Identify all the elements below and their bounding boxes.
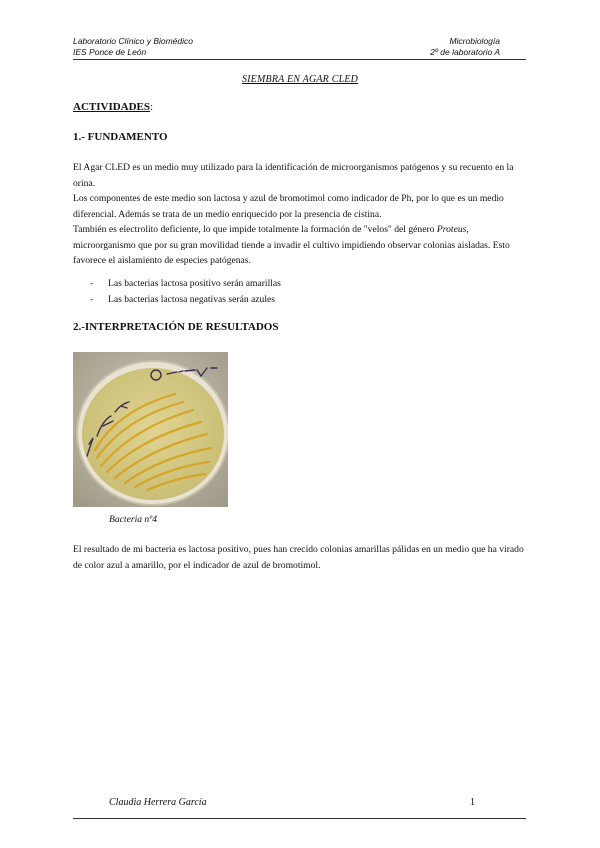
section2-body bbox=[73, 542, 528, 573]
header-lab-name: Laboratorio Clínico y Biomédico bbox=[73, 36, 194, 46]
header-divider bbox=[73, 59, 526, 60]
bullet-text: Las bacterias lactosa negativas serán azules bbox=[108, 293, 276, 305]
header-left bbox=[73, 36, 193, 58]
bullet-text: Las bacterias lactosa positivo serán amarillas bbox=[108, 278, 281, 289]
section1-body bbox=[73, 160, 528, 269]
lactose-bullet-list bbox=[90, 276, 281, 307]
bullet-dash: - bbox=[90, 278, 94, 289]
header-school-name: IES Ponce de León bbox=[73, 47, 147, 57]
photo-caption: Bacteria nº4 bbox=[109, 514, 158, 525]
bullet-dash: - bbox=[90, 293, 94, 305]
section1-heading: 1.- FUNDAMENTO bbox=[73, 131, 168, 143]
section1-paragraph-3b: , microorganismo que por su gran movilidad tiende a invadir el cultivo impidiendo observar colonias aisladas. Esto favorece el aislamiento de especies patógenas. bbox=[73, 224, 510, 266]
header-course: 2º de laboratorio A bbox=[430, 47, 500, 57]
page-number: 1 bbox=[470, 797, 475, 808]
genus-proteus: Proteus bbox=[436, 224, 467, 235]
activities-heading bbox=[73, 101, 153, 113]
document-title: SIEMBRA EN AGAR CLED bbox=[241, 74, 359, 85]
footer-divider bbox=[73, 818, 526, 819]
list-item bbox=[90, 292, 281, 308]
agar-plate-photo bbox=[73, 352, 228, 507]
section1-paragraph-2: Los componentes de este medio son lactosa y azul de bromotimol como indicador de Ph, por lo que es un medio diferencial. Además se trata de un medio enriquecido por la presencia de cistina. bbox=[73, 193, 504, 220]
section1-paragraph-1: El Agar CLED es un medio muy utilizado para la identificación de microorganismos patógenos y su recuento en la orina. bbox=[73, 162, 514, 189]
section2-paragraph-1: El resultado de mi bacteria es lactosa positivo, pues han crecido colonias amarillas pálidas en un medio que ha virado de color azul a amarillo, por el indicador de azul de bromotimol. bbox=[73, 544, 524, 571]
header-subject: Microbiología bbox=[449, 36, 500, 46]
agar-plate-image bbox=[73, 352, 228, 507]
activities-heading-text: ACTIVIDADES bbox=[73, 101, 151, 113]
activities-heading-colon: : bbox=[150, 101, 154, 113]
section1-paragraph-3 bbox=[73, 222, 528, 269]
list-item bbox=[90, 276, 281, 292]
section1-paragraph-3a: También es electrolito deficiente, lo que impide totalmente la formación de "velos" del género bbox=[73, 224, 437, 235]
section2-heading: 2.-INTERPRETACIÓN DE RESULTADOS bbox=[73, 321, 279, 333]
footer-author: Claudia Herrera García bbox=[109, 797, 207, 808]
header-right bbox=[430, 36, 500, 58]
